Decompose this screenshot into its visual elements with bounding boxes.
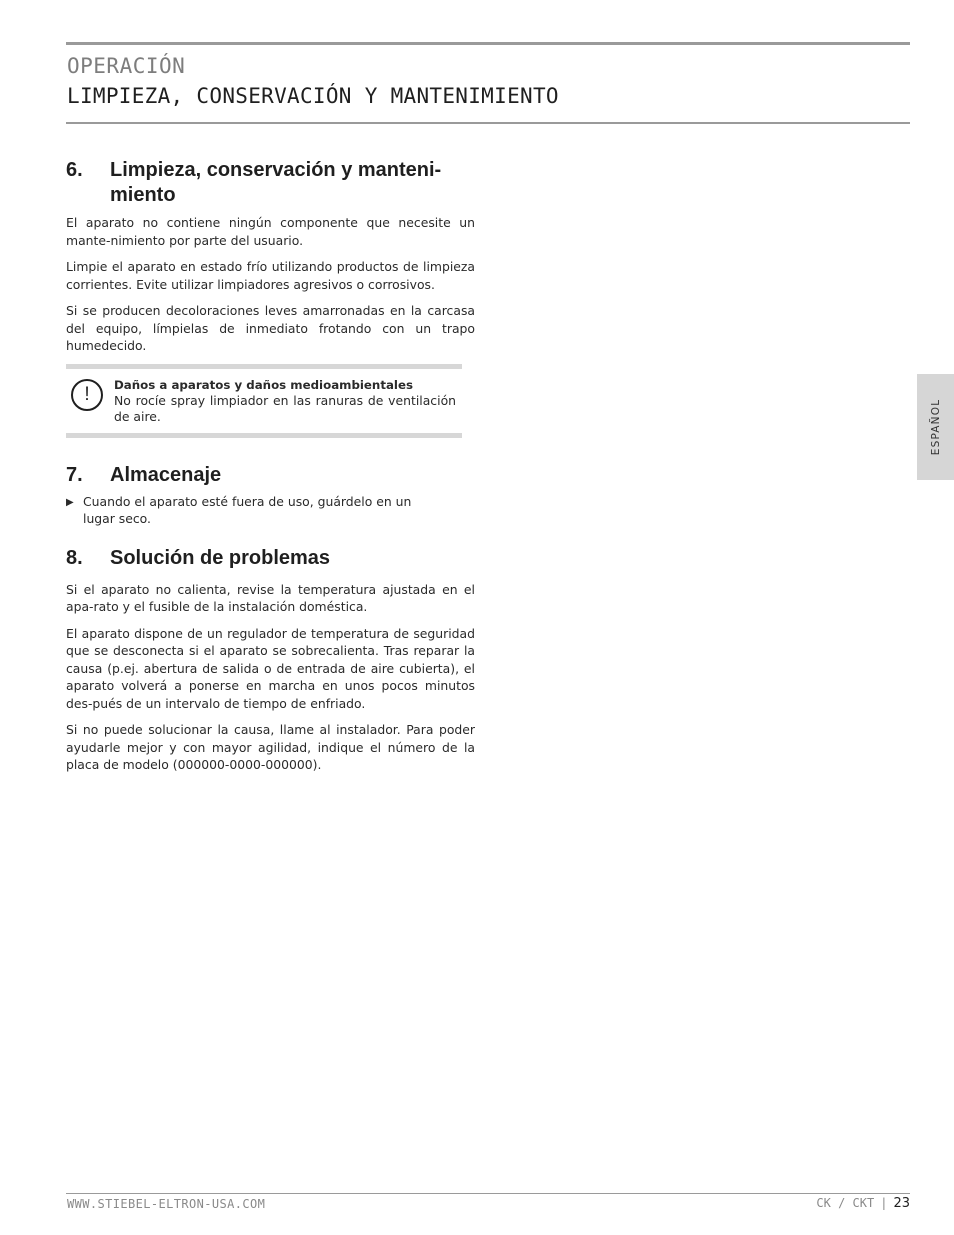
footer-page-info (816, 1196, 910, 1211)
section-storage (66, 463, 475, 528)
paragraph: Si el aparato no calienta, revise la temperatura ajustada en el apa-rato y el fusible de la instalación doméstica. (66, 581, 475, 614)
section-title: Limpieza, conservación y manteni-miento (110, 159, 442, 206)
triangle-bullet-icon: ▶ (66, 496, 74, 508)
exclamation-circle-icon: ! (71, 379, 103, 411)
warning-notice (66, 364, 462, 438)
header-chapter: OPERACIÓN (67, 54, 186, 78)
section-heading (66, 546, 475, 571)
section-number: 6. (66, 159, 83, 181)
section-title: Solución de problemas (110, 546, 331, 569)
section-number: 7. (66, 463, 83, 486)
paragraph: Limpie el aparato en estado frío utilizando productos de limpieza corrientes. Evite utilizar limpiadores agresivos o corrosivos. (66, 259, 475, 292)
notice-title: Daños a aparatos y daños medioambientales (114, 377, 413, 392)
header-rule-top (66, 42, 910, 45)
section-troubleshooting (66, 546, 475, 774)
notice-bar-bottom (66, 433, 462, 438)
page-number: 23 (893, 1196, 910, 1211)
section-heading (66, 158, 475, 208)
footer-rule (66, 1193, 910, 1194)
paragraph: El aparato no contiene ningún componente que necesite un mante-nimiento por parte del usuario. (66, 215, 475, 248)
footer-url: WWW.STIEBEL-ELTRON-USA.COM (67, 1197, 266, 1211)
section-number: 8. (66, 546, 83, 569)
header-subtitle: LIMPIEZA, CONSERVACIÓN Y MANTENIMIENTO (67, 84, 559, 108)
language-tab (917, 374, 954, 480)
paragraph: El aparato dispone de un regulador de temperatura de seguridad que se desconecta si el aparato se sobrecalienta. Tras reparar la causa (p.ej. abertura de salida o de entrada de aire cubierta), el aparato volverá a ponerse en marcha en unos pocos minutos des-pués de un intervalo de tiempo de enfriado. (66, 625, 475, 711)
section-title: Almacenaje (110, 463, 222, 486)
notice-bar-top (66, 364, 462, 369)
section-heading (66, 463, 475, 488)
main-column (66, 158, 475, 783)
paragraph: Si no puede solucionar la causa, llame al instalador. Para poder ayudarle mejor y con mayor agilidad, indique el número de la placa de modelo (000000-0000-000000). (66, 722, 475, 772)
footer-model: CK / CKT (816, 1196, 875, 1210)
list-item (66, 493, 446, 528)
notice-text: No rocíe spray limpiador en las ranuras de ventilación de aire. (114, 392, 456, 424)
paragraph: Si se producen decoloraciones leves amarronadas en la carcasa del equipo, límpielas de inmediato frotando con un trapo humedecido. (66, 303, 475, 353)
header-rule-bottom (66, 122, 910, 124)
language-label: ESPAÑOL (929, 398, 942, 456)
list-item-text: Cuando el aparato esté fuera de uso, guárdelo en un lugar seco. (83, 493, 412, 526)
notice-body (66, 370, 462, 432)
section-cleaning (66, 158, 475, 438)
footer-separator: | (880, 1196, 888, 1210)
notice-text-block (114, 377, 456, 425)
